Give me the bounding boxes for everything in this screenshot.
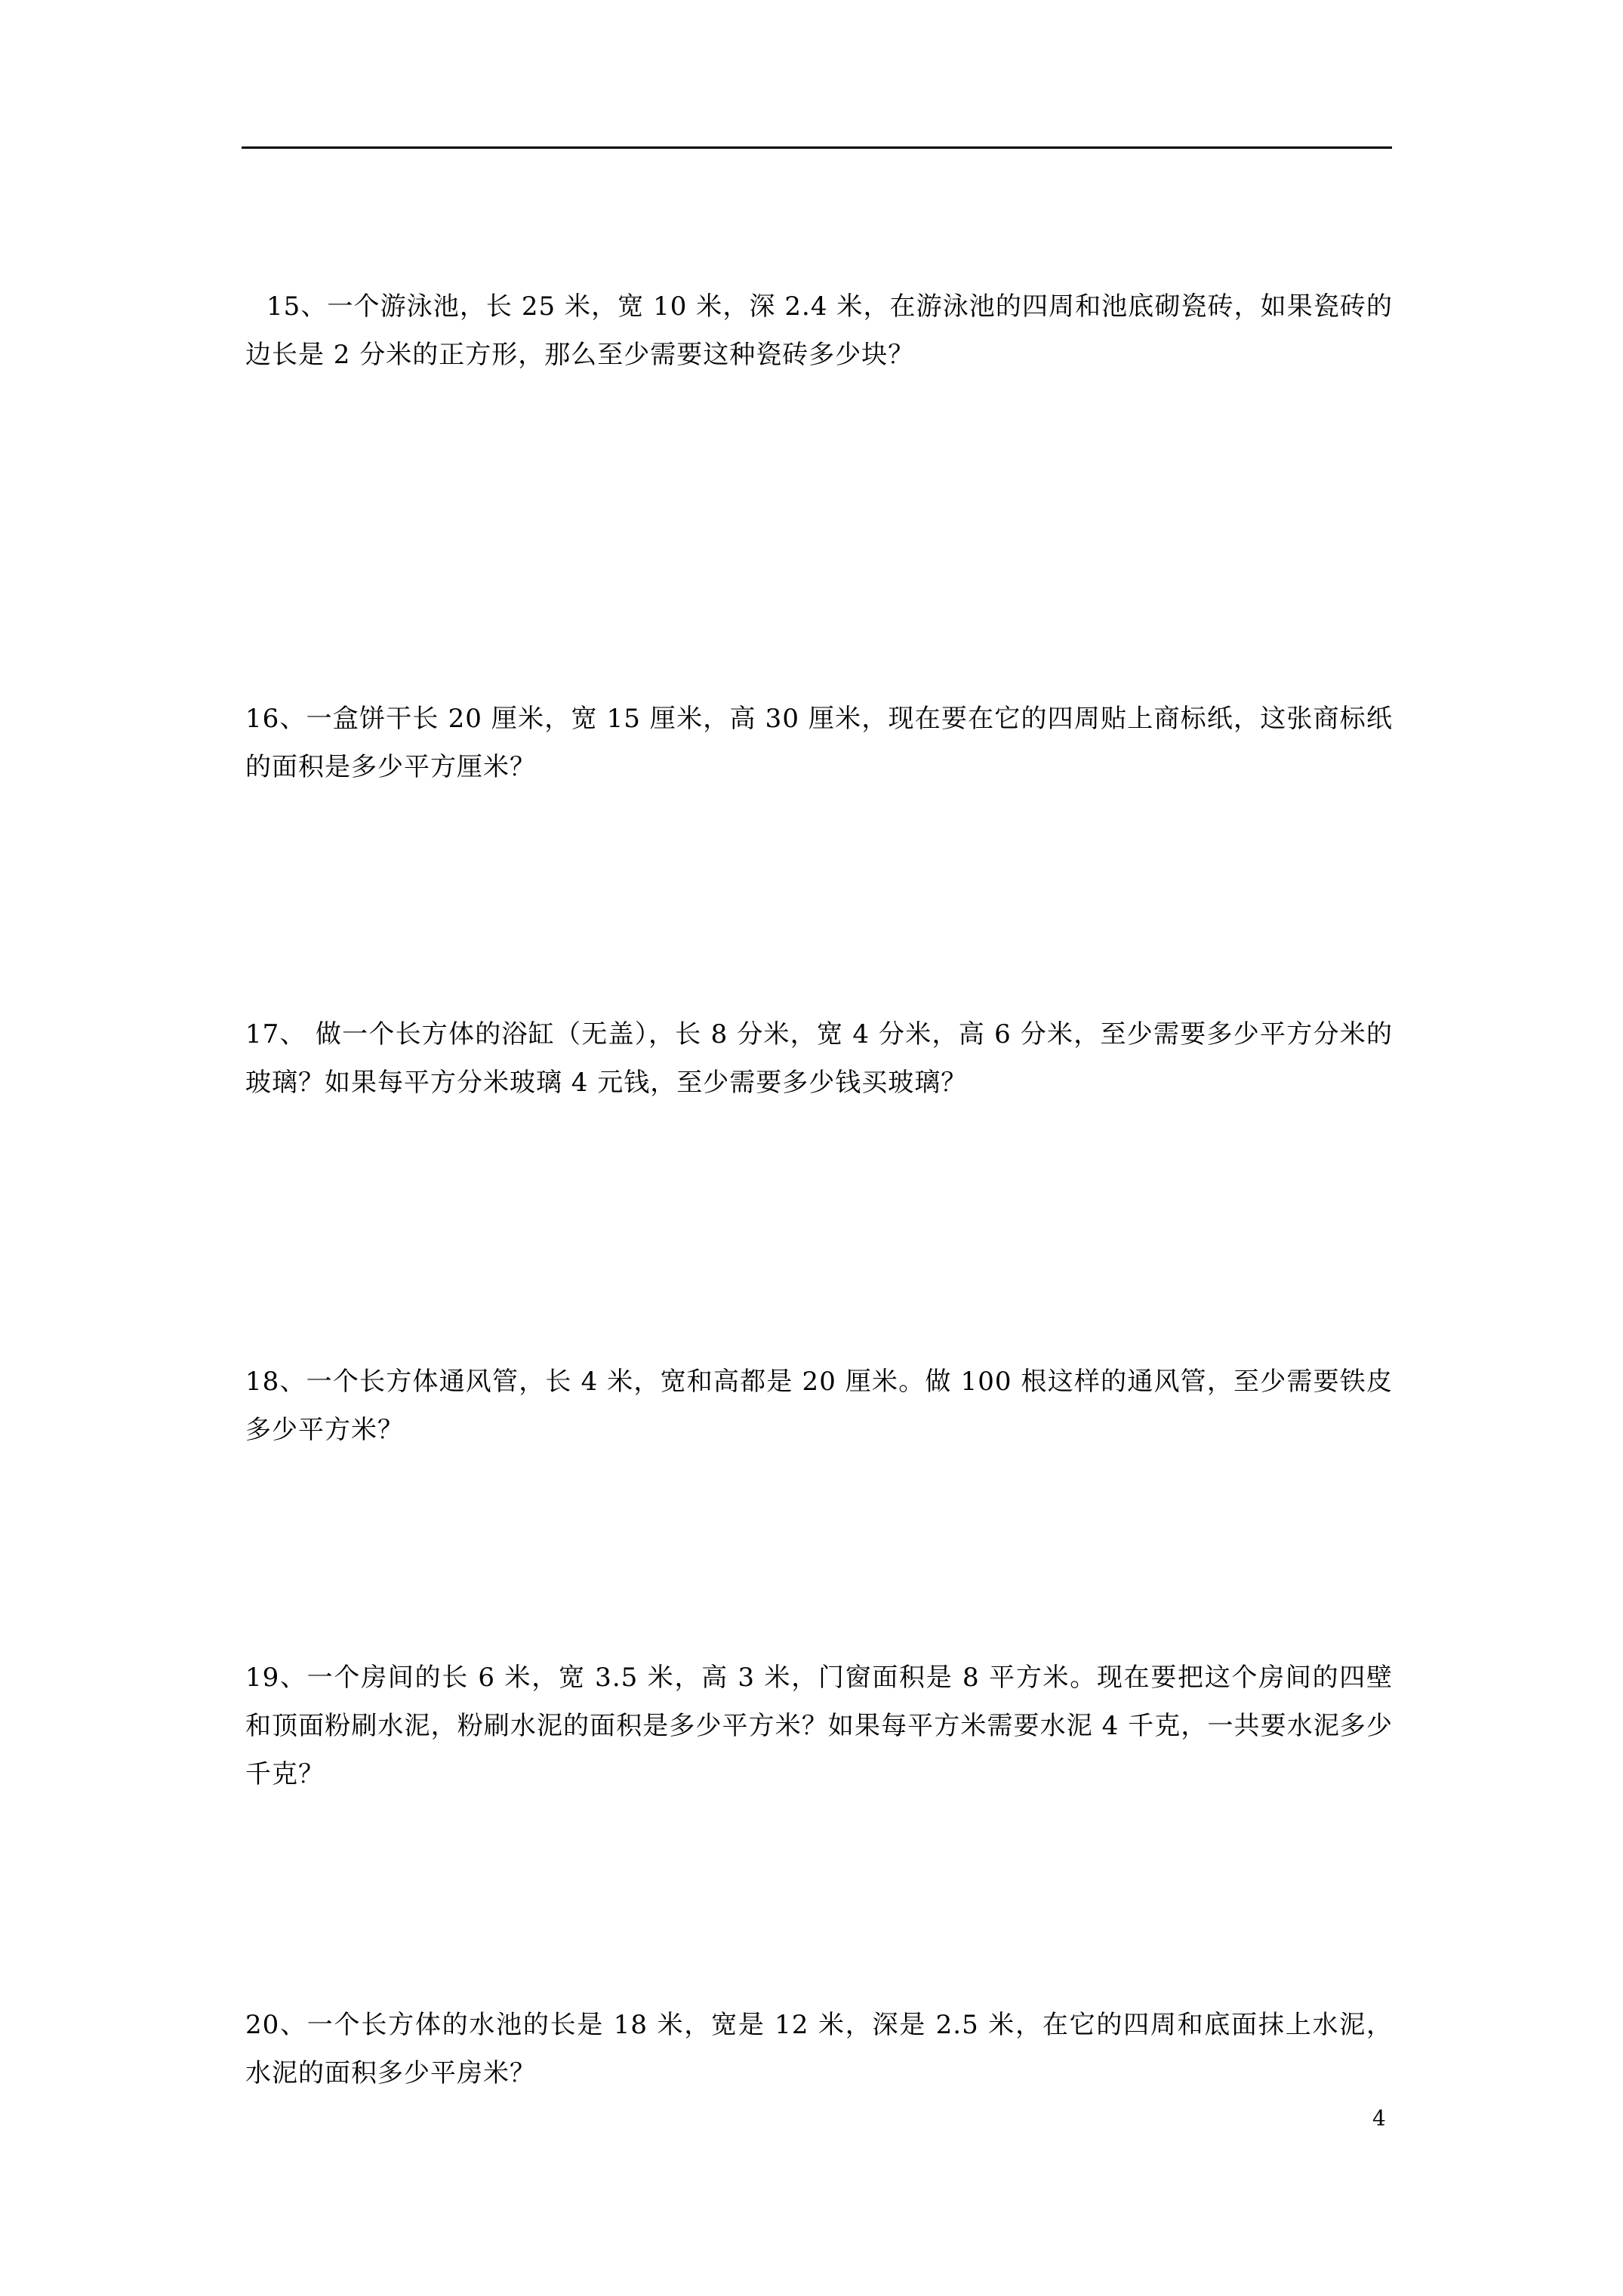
problem-16: 16、一盒饼干长 20 厘米，宽 15 厘米，高 30 厘米，现在要在它的四周贴上商标纸，这张商标纸的面积是多少平方厘米？	[245, 704, 1393, 782]
problem-15: 15、一个游泳池，长 25 米，宽 10 米，深 2.4 米，在游泳池的四周和池底砌瓷砖，如果瓷砖的边长是 2 分米的正方形，那么至少需要这种瓷砖多少块？	[245, 291, 1393, 370]
problem-20: 20、一个长方体的水池的长是 18 米，宽是 12 米，深是 2.5 米，在它的四周和底面抹上水泥，水泥的面积多少平房米？	[245, 2010, 1393, 2088]
header-rule	[242, 146, 1392, 149]
problem-17: 17、 做一个长方体的浴缸（无盖），长 8 分米，宽 4 分米，高 6 分米，至少需要多少平方分米的玻璃？如果每平方分米玻璃 4 元钱，至少需要多少钱买玻璃？	[245, 1019, 1393, 1098]
problem-18: 18、一个长方体通风管，长 4 米，宽和高都是 20 厘米。做 100 根这样的通风管，至少需要铁皮多少平方米？	[245, 1367, 1393, 1445]
problem-19: 19、一个房间的长 6 米，宽 3.5 米，高 3 米，门窗面积是 8 平方米。现在要把这个房间的四壁和顶面粉刷水泥，粉刷水泥的面积是多少平方米？如果每平方米需要水泥 4 千克，一共要水泥多少千克？	[245, 1663, 1393, 1789]
page-number: 4	[1372, 2106, 1386, 2131]
